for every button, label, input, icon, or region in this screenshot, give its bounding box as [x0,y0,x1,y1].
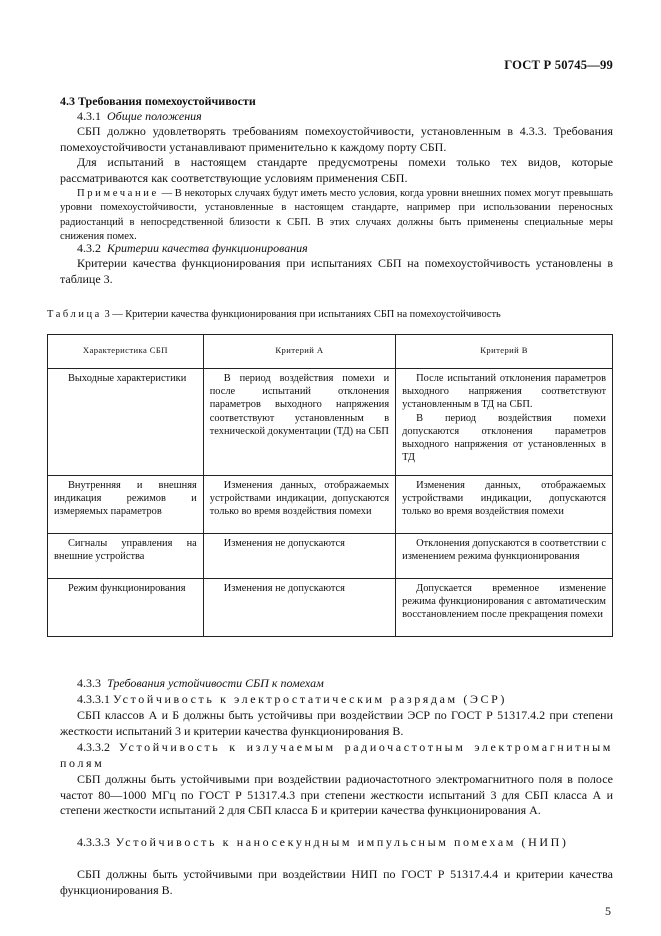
table-header-criterion-a: Критерий А [203,335,395,369]
page-number: 5 [605,904,611,918]
table-header-row [48,335,613,369]
table-cell: Изменения не допускаются [203,534,395,579]
paragraph-general-2: Для испытаний в настоящем стандарте предусмотрены помехи только тех видов, которые рассматриваются как соответствующие условиям применения СБП. [60,155,613,185]
subsection-4-3-3-heading: 4.3.3 Требования устойчивости СБП к помехам [77,676,324,690]
paragraph-rf-field: СБП должны быть устойчивыми при воздействии радиочастотного электромагнитного поля в полосе частот 80—1000 МГц по ГОСТ Р 51317.4.3 при степени жесткости испытаний 3 для СБП класса А и степени жесткости испытаний 2 для СБП класса Б и критерии качества функционирования А. [60,772,613,818]
criteria-table [47,334,613,637]
table-cell: Режим функционирования [48,579,204,637]
table-header-criterion-b: Критерий В [396,335,613,369]
table-cell: Изменения не допускаются [203,579,395,637]
table-row [48,579,613,637]
paragraph-nanosecond: СБП должны быть устойчивыми при воздействии НИП по ГОСТ Р 51317.4.4 и критерии качества функционирования В. [60,867,613,897]
table-cell: Допускается временное изменение режима функционирования с автоматическим восстановлением после прекращения помехи [396,579,613,637]
section-4-3-title: 4.3 Требования помехоустойчивости [60,94,256,108]
paragraph-esd: СБП классов А и Б должны быть устойчивы при воздействии ЭСР по ГОСТ Р 51317.4.2 при степени жесткости испытаний 3 и критерии качества функционирования В. [60,708,613,738]
note-paragraph: Примечание — В некоторых случаях будут иметь место условия, когда уровни внешних помех могут превышать уровни помехоустойчивости, установленные в настоящем стандарте, например при использовании переносных радиостанций в непосредственной близости к СБП. В этих случаях должны быть применены специальные меры снижения помех. [60,188,613,243]
subsection-4-3-1-heading: 4.3.1 Общие положения [77,109,202,123]
table-row [48,534,613,579]
table-row [48,369,613,476]
table-cell: Сигналы управления на внешние устройства [48,534,204,579]
paragraph-criteria: Критерии качества функционирования при испытаниях СБП на помехоустойчивость установлены в таблице 3. [60,256,613,286]
subsection-4-3-3-2-heading: 4.3.3.2 Устойчивость к излучаемым радиочастотным электромагнитным полям [60,740,613,770]
table-cell: Выходные характеристики [48,369,204,476]
subsection-4-3-3-3-heading: 4.3.3.3 Устойчивость к наносекундным импульсным помехам (НИП) [77,835,569,849]
table-header-characteristic: Характеристика СБП [48,335,204,369]
subsection-4-3-2-heading: 4.3.2 Критерии качества функционирования [77,241,308,255]
table-cell: Изменения данных, отображаемых устройствами индикации, допускаются только во время воздействия помехи [396,476,613,534]
subsection-4-3-3-1-heading: 4.3.3.1 Устойчивость к электростатическим разрядам (ЭСР) [77,692,507,706]
table-row [48,476,613,534]
document-code: ГОСТ Р 50745—99 [504,58,613,72]
table-cell: После испытаний отклонения параметров выходного напряжения соответствуют установленным в ТД на СБП. В период воздействия помехи допускаются отклонения параметров выходного напряжения от установленных в ТД [396,369,613,476]
table-cell: В период воздействия помехи и после испытаний отклонения параметров выходного напряжения соответствуют установленным в технической документации (ТД) на СБП [203,369,395,476]
table-cell: Отклонения допускаются в соответствии с изменением режима функционирования [396,534,613,579]
table-cell: Изменения данных, отображаемых устройствами индикации, допускаются только во время воздействия помехи [203,476,395,534]
table-cell: Внутренняя и внешняя индикация режимов и измеряемых параметров [48,476,204,534]
paragraph-general-1: СБП должно удовлетворять требованиям помехоустойчивости, установленным в 4.3.3. Требования помехоустойчивости устанавливают применительно к каждому порту СБП. [60,124,613,154]
table-caption: Таблица 3 — Критерии качества функционирования при испытаниях СБП на помехоустойчивость [47,309,501,320]
